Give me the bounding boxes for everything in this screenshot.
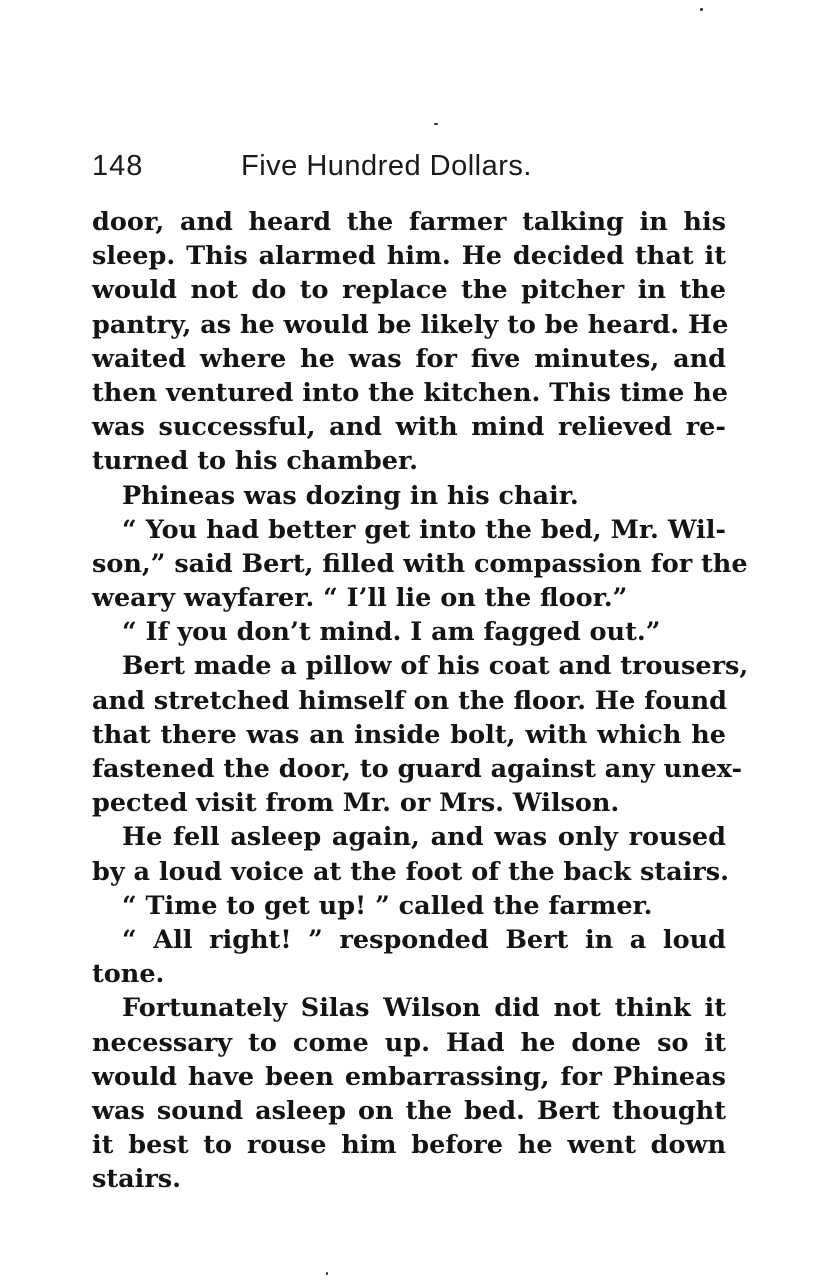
page-number: 148 xyxy=(92,150,144,182)
text-line: son,” said Bert, filled with compassion for the xyxy=(92,548,748,579)
text-line: turned to his chamber. xyxy=(92,446,418,477)
text-line: was sound asleep on the bed. Bert thought xyxy=(92,1095,726,1126)
text-line: then ventured into the kitchen. This time he xyxy=(92,377,729,408)
text-line: Fortunately Silas Wilson did not think it xyxy=(122,993,726,1024)
page-header xyxy=(92,150,732,190)
text-line: “ All right! ” responded Bert in a loud xyxy=(122,924,726,955)
print-speck xyxy=(700,8,703,11)
text-line: stairs. xyxy=(92,1164,182,1195)
running-title: Five Hundred Dollars. xyxy=(241,150,532,182)
text-line: He fell asleep again, and was only roused xyxy=(122,822,726,853)
print-speck xyxy=(326,1272,328,1275)
text-line: weary wayfarer. “ I’ll lie on the floor.” xyxy=(92,583,628,614)
text-line: by a loud voice at the foot of the back stairs. xyxy=(92,856,729,887)
text-line: “ If you don’t mind. I am fagged out.” xyxy=(122,617,661,648)
text-line: and stretched himself on the floor. He found xyxy=(92,685,727,716)
text-line: “ Time to get up! ” called the farmer. xyxy=(122,890,653,921)
text-line: fastened the door, to guard against any unex- xyxy=(92,754,743,784)
text-line: pected visit from Mr. or Mrs. Wilson. xyxy=(92,788,620,819)
text-line: would not do to replace the pitcher in the xyxy=(92,275,726,306)
text-line: door, and heard the farmer talking in his xyxy=(92,207,726,237)
text-line: necessary to come up. Had he done so it xyxy=(92,1027,726,1058)
text-line: “ You had better get into the bed, Mr. Wil- xyxy=(122,514,726,545)
print-speck xyxy=(434,123,438,125)
text-line: would have been embarrassing, for Phineas xyxy=(92,1061,726,1092)
text-line: that there was an inside bolt, with which he xyxy=(92,719,726,750)
text-line: was successful, and with mind relieved re- xyxy=(92,412,726,443)
text-line: Phineas was dozing in his chair. xyxy=(122,480,579,511)
text-line: pantry, as he would be likely to be heard. He xyxy=(92,309,729,340)
text-line: tone. xyxy=(92,959,165,990)
text-line: Bert made a pillow of his coat and trousers, xyxy=(122,651,749,682)
text-line: it best to rouse him before he went down xyxy=(92,1130,726,1161)
text-line: waited where he was for five minutes, and xyxy=(92,343,726,374)
text-line: sleep. This alarmed him. He decided that it xyxy=(92,241,726,272)
body-text xyxy=(92,205,749,1196)
